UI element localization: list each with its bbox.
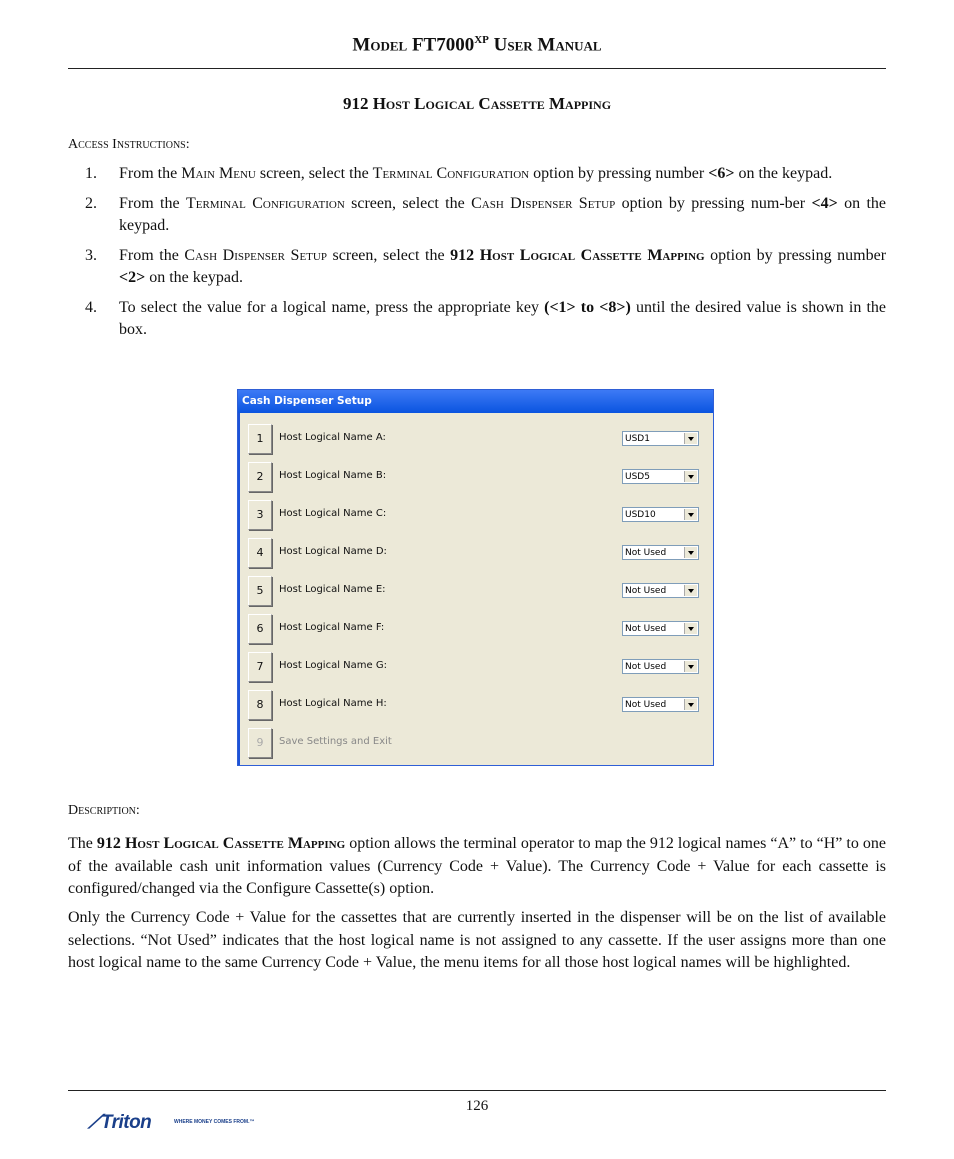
header-manual-label: User Manual (493, 34, 602, 56)
text-run: option by pressing number (529, 165, 709, 182)
header-model-sup: XP (474, 34, 489, 46)
save-settings-label: Save Settings and Exit (279, 736, 392, 747)
text-run: <6> (708, 165, 735, 182)
dropdown-arrow-icon[interactable] (684, 699, 697, 710)
host-logical-name-row (248, 500, 703, 530)
text-run: <2> (119, 269, 146, 286)
text-run: 912 Host Logical Cassette Mapping (450, 247, 705, 264)
logo-tagline: WHERE MONEY COMES FROM.™ (174, 1119, 255, 1125)
instruction-step (68, 163, 886, 185)
dropdown-value: Not Used (625, 700, 667, 710)
text-run: From the (119, 247, 185, 264)
triton-logo (88, 1110, 258, 1132)
dropdown-arrow-icon[interactable] (684, 509, 697, 520)
host-logical-name-row (248, 424, 703, 454)
key-button[interactable]: 2 (248, 462, 272, 492)
instruction-step (68, 245, 886, 289)
cassette-value-dropdown[interactable] (622, 507, 699, 522)
text-run: on the keypad. (119, 195, 887, 234)
cassette-value-dropdown[interactable] (622, 545, 699, 560)
host-logical-name-row (248, 576, 703, 606)
step-number: 1. (85, 165, 97, 182)
text-run: screen, select the (326, 247, 451, 264)
header-model-name: FT7000 (411, 34, 475, 56)
text-run: <4> (811, 195, 838, 212)
step-number: 2. (85, 195, 97, 212)
dropdown-value: Not Used (625, 624, 667, 634)
dropdown-value: Not Used (625, 548, 667, 558)
text-run: From the (119, 195, 186, 212)
section-title: 912 Host Logical Cassette Mapping (342, 94, 612, 113)
text-run: Main Menu (181, 165, 256, 182)
text-run: option by pressing num-ber (615, 195, 812, 212)
text-run: To select the value for a logical name, press the appropriate key (119, 299, 545, 316)
text-run: screen, select the (344, 195, 472, 212)
dropdown-arrow-icon[interactable] (684, 623, 697, 634)
host-logical-name-label: Host Logical Name E: (279, 584, 386, 595)
dropdown-arrow-icon[interactable] (684, 661, 697, 672)
host-logical-name-label: Host Logical Name B: (279, 470, 387, 481)
cassette-value-dropdown[interactable] (622, 583, 699, 598)
page-number: 126 (465, 1098, 489, 1114)
instruction-step (68, 297, 886, 341)
text-run: on the keypad. (734, 165, 833, 182)
cassette-value-dropdown[interactable] (622, 659, 699, 674)
key-button[interactable]: 8 (248, 690, 272, 720)
host-logical-name-label: Host Logical Name A: (279, 432, 386, 443)
description-paragraph-1 (68, 833, 886, 901)
dropdown-arrow-icon[interactable] (684, 547, 697, 558)
text-run: Terminal Configuration (372, 165, 530, 182)
host-logical-name-row (248, 462, 703, 492)
host-logical-name-label: Host Logical Name C: (279, 508, 387, 519)
text-run: option allows the terminal operator to map the 912 logical names “A” to “H” to one of the available cash unit information values (Currency Code + Value). The Currency Code + Value for each cassette is configured/changed via the Configure Cassette(s) option. (68, 835, 887, 897)
logo-wordmark: ⟋Triton (88, 1112, 152, 1133)
description-paragraph-2: Only the Currency Code + Value for the cassettes that are currently inserted in the dispenser will be on the list of available selections. “Not Used” indicates that the host logical name is not assigned to any cassette. If the user assigns more than one host logical name to the same Currency Code + Value, the menu items for all those host logical names will be highlighted. (68, 909, 886, 971)
text-run: Terminal Configuration (185, 195, 345, 212)
dropdown-value: Not Used (625, 662, 667, 672)
host-logical-name-row (248, 614, 703, 644)
host-logical-name-row (248, 652, 703, 682)
dropdown-arrow-icon[interactable] (684, 471, 697, 482)
instruction-step (68, 193, 886, 237)
text-run: option by pressing number (704, 247, 887, 264)
running-header (68, 34, 886, 56)
cassette-value-dropdown[interactable] (622, 621, 699, 636)
text-run: From the (119, 165, 182, 182)
host-logical-name-row (248, 538, 703, 568)
key-button[interactable]: 7 (248, 652, 272, 682)
text-run: 912 Host Logical Cassette Mapping (96, 835, 346, 852)
window-left-edge (238, 413, 240, 765)
text-run: screen, select the (255, 165, 373, 182)
header-model-label: Model (352, 34, 408, 56)
host-logical-name-label: Host Logical Name F: (279, 622, 385, 633)
cassette-value-dropdown[interactable] (622, 469, 699, 484)
key-button[interactable]: 3 (248, 500, 272, 530)
text-run: until the desired value is shown in the box. (119, 299, 886, 338)
key-button[interactable]: 5 (248, 576, 272, 606)
key-button[interactable]: 1 (248, 424, 272, 454)
cassette-value-dropdown[interactable] (622, 431, 699, 446)
dropdown-value: USD5 (625, 472, 650, 482)
dropdown-arrow-icon[interactable] (684, 585, 697, 596)
host-logical-name-label: Host Logical Name H: (279, 698, 387, 709)
text-run: on the keypad. (145, 269, 243, 286)
key-button[interactable]: 6 (248, 614, 272, 644)
text-run: The (68, 835, 97, 852)
host-logical-name-row (248, 690, 703, 720)
description-label: Description: (68, 803, 140, 818)
key-button[interactable]: 4 (248, 538, 272, 568)
cassette-value-dropdown[interactable] (622, 697, 699, 712)
save-settings-row (248, 728, 703, 758)
step-number: 3. (85, 247, 97, 264)
window-title: Cash Dispenser Setup (238, 390, 713, 413)
save-key-button[interactable]: 9 (248, 728, 272, 758)
dropdown-arrow-icon[interactable] (684, 433, 697, 444)
footer-rule (68, 1090, 886, 1091)
text-run: Cash Dispenser Setup (184, 247, 327, 264)
access-steps-list (68, 163, 886, 349)
header-rule (68, 68, 886, 69)
text-run: Cash Dispenser Setup (471, 195, 616, 212)
dropdown-value: USD10 (625, 510, 656, 520)
host-logical-name-label: Host Logical Name D: (279, 546, 387, 557)
dropdown-value: Not Used (625, 586, 667, 596)
host-logical-name-label: Host Logical Name G: (279, 660, 387, 671)
text-run: (<1> to <8>) (544, 299, 631, 316)
access-instructions-label: Access Instructions: (68, 137, 190, 152)
step-number: 4. (85, 299, 97, 316)
cash-dispenser-setup-window (237, 389, 714, 766)
dropdown-value: USD1 (625, 434, 650, 444)
